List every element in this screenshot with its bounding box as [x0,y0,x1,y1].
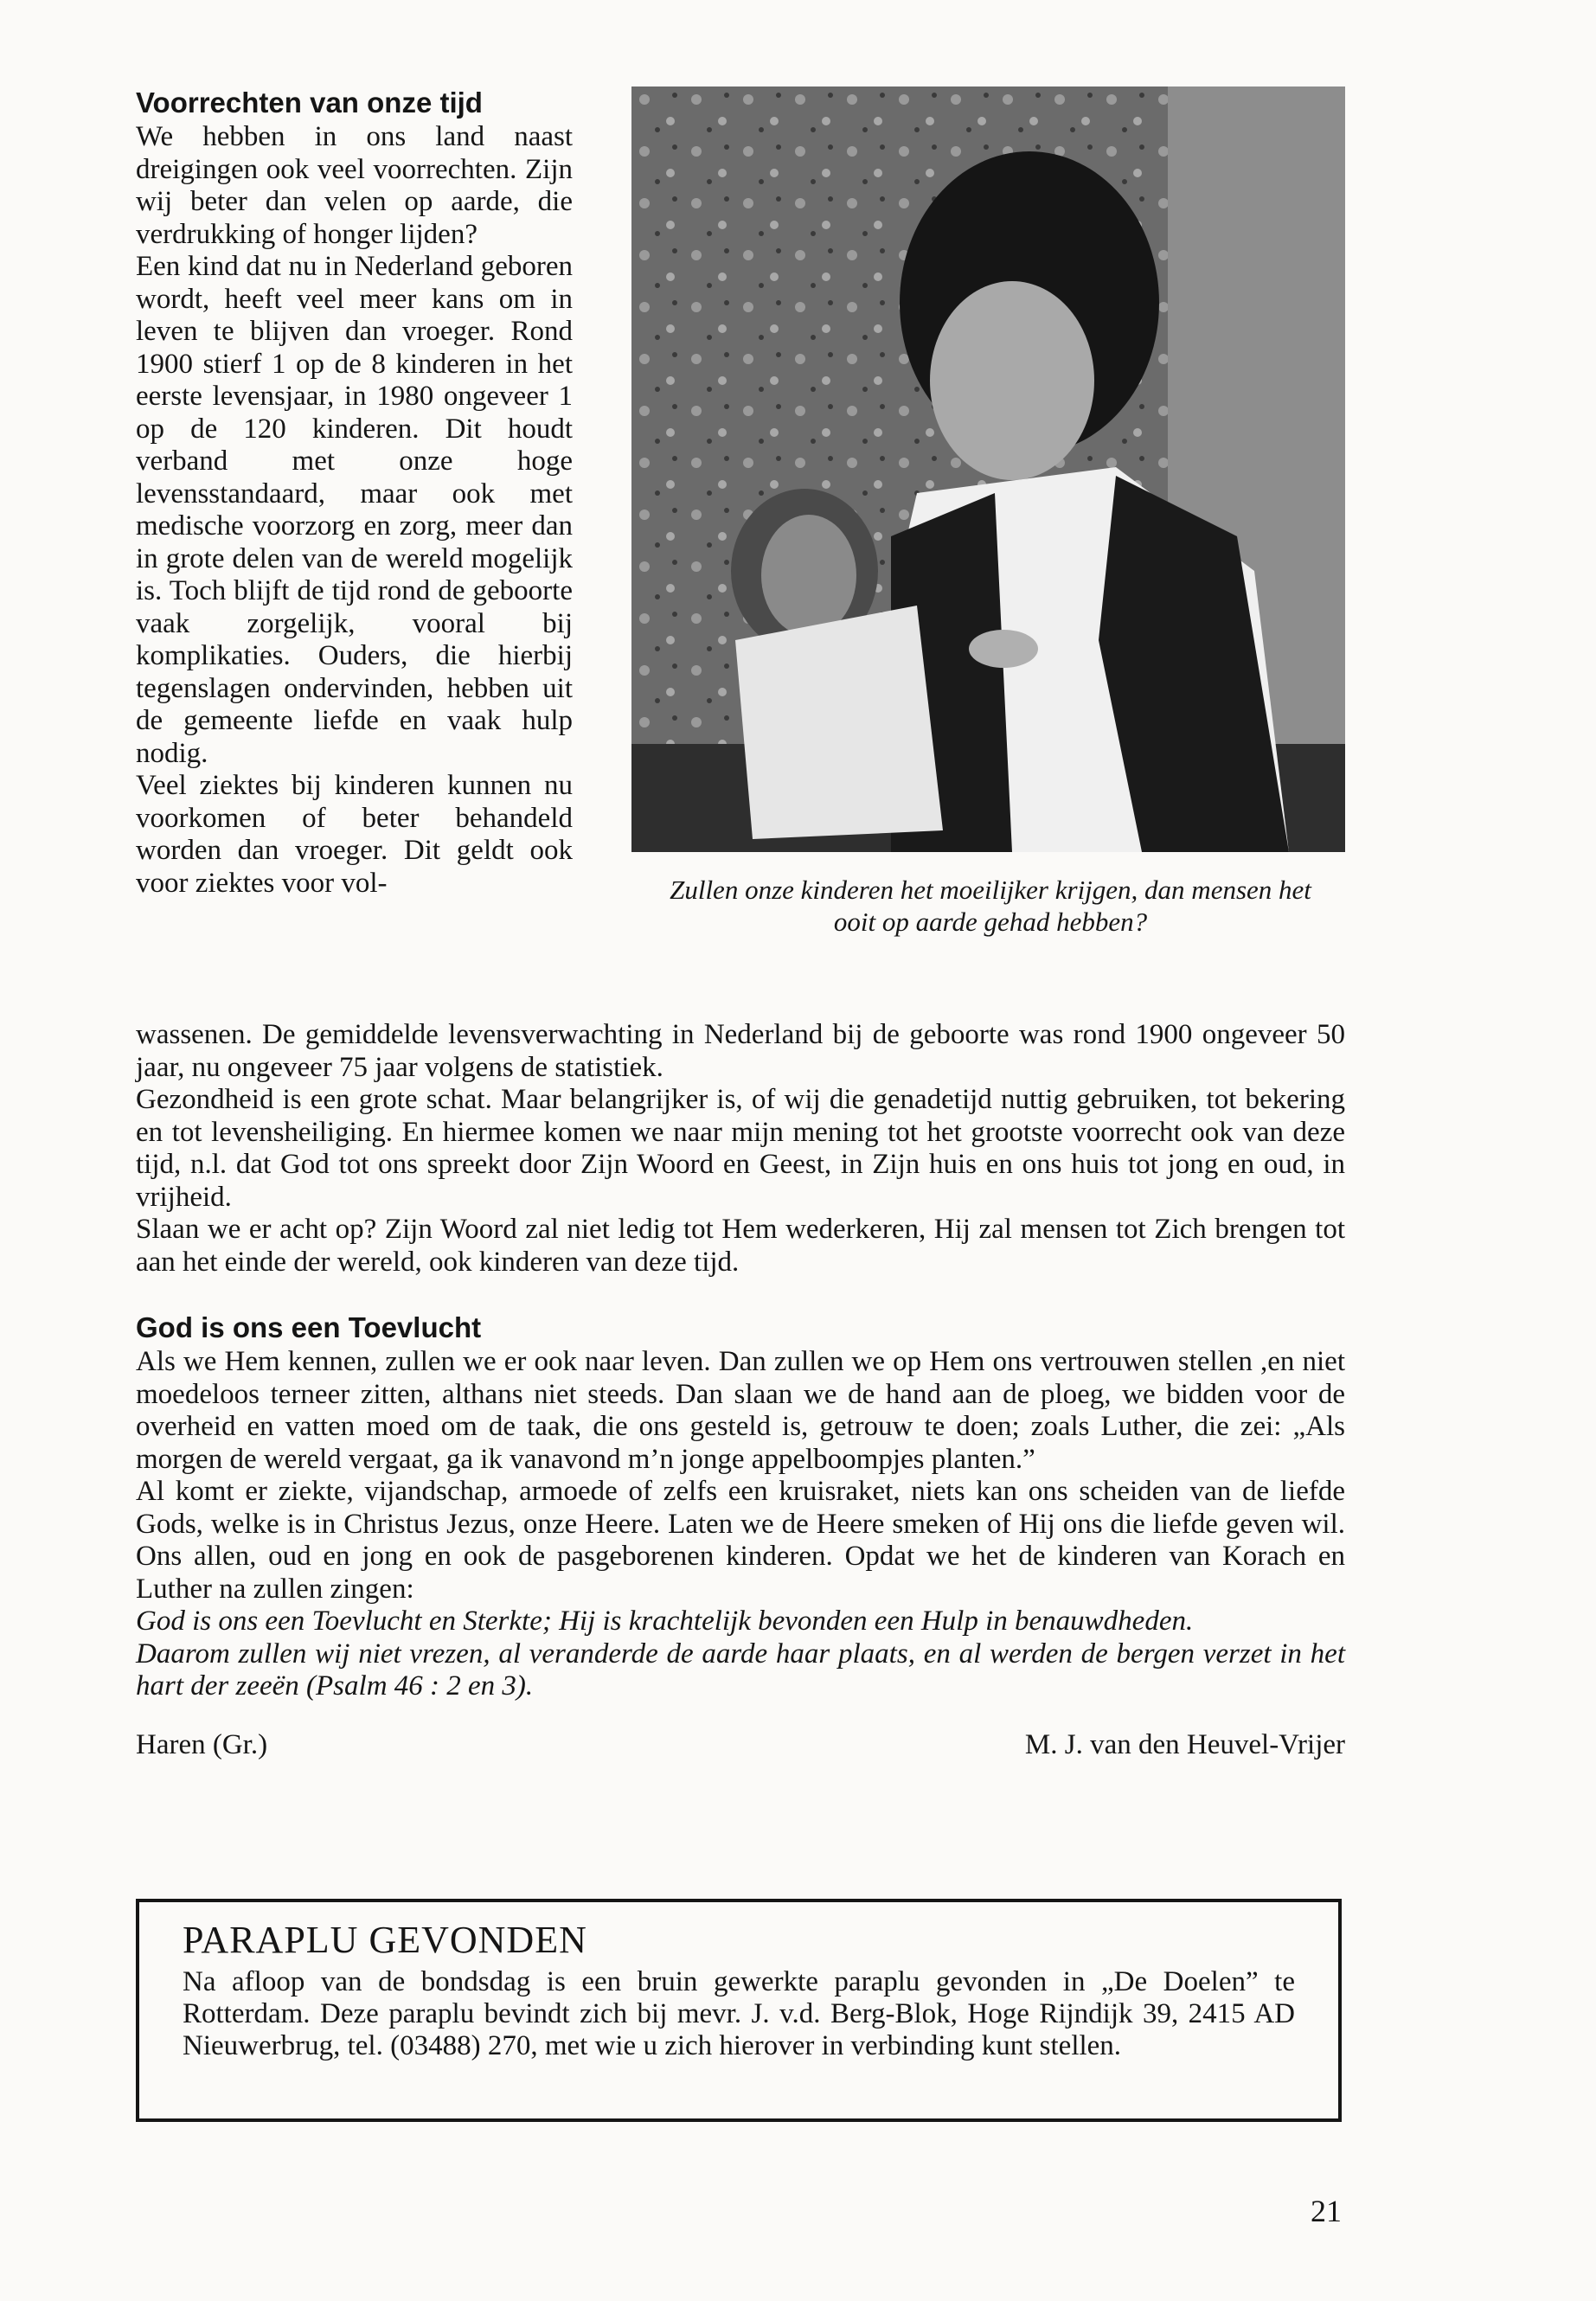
paragraph: Al komt er ziekte, vijandschap, armoede of zelfs een kruisraket, niets kan ons scheiden van de liefde Gods, welke is in Christus Jezus, onze Heere. Laten we de Heere smeken of Hij ons die liefde geven wil. Ons allen, oud en jong en ook de pasgeborenen kinderen. Opdat we het de kinderen van Korach en Luther na zullen zingen: [136,1476,1345,1605]
section-heading-voorrechten: Voorrechten van onze tijd [136,87,483,119]
place: Haren (Gr.) [136,1728,268,1760]
paragraph: Slaan we er acht op? Zijn Woord zal niet ledig tot Hem wederkeren, Hij zal mensen tot Zich brengen tot aan het einde der wereld, ook kinderen van deze tijd. [136,1214,1345,1278]
photo-caption: Zullen onze kinderen het moeilijker krijgen, dan mensen het ooit op aarde gehad hebben? [670,875,1311,937]
psalm-quote: God is ons een Toevlucht en Sterkte; Hij is krachtelijk bevonden een Hulp in benauwdheden. [136,1606,1194,1637]
left-column [136,87,573,900]
notice-title: PARAPLU GEVONDEN [183,1919,587,1961]
psalm-quote: Daarom zullen wij niet vrezen, al veranderde de aarde haar plaats, en al werden de bergen verzet in het hart der zeeën (Psalm 46 : 2 en 3). [136,1638,1345,1702]
photo-mother-with-baby [631,87,1345,852]
notice-body: Na afloop van de bondsdag is een bruin gewerkte paraplu gevonden in „De Doelen” te Rotterdam. Deze paraplu bevindt zich bij mevr. J. v.d. Berg-Blok, Hoge Rijndijk 39, 2415 AD Nieuwerbrug, tel. (03488) 270, met wie u zich hierover in verbinding kunt stellen. [183,1966,1295,2061]
paragraph: wassenen. De gemiddelde levensverwachting in Nederland bij de geboorte was rond 1900 ongeveer 50 jaar, nu ongeveer 75 jaar volgens de statistiek. [136,1019,1345,1083]
paragraph: We hebben in ons land naast dreigingen ook veel voorrechten. Zijn wij beter dan velen op aarde, die verdrukking of honger lijden? [136,121,573,250]
paragraph: Als we Hem kennen, zullen we er ook naar leven. Dan zullen we op Hem ons vertrouwen stellen ,en niet moedeloos terneer zitten, althans niet steeds. Dan slaan we de hand aan de ploeg, we bidden voor de overheid en vatten moed om de taak, die ons gesteld is, getrouw te doen; zoals Luther, die zei: „Als morgen de wereld vergaat, ga ik vanavond m’n jonge appelboompjes planten.” [136,1346,1345,1475]
full-width-text [136,1019,1345,1761]
paragraph: Een kind dat nu in Nederland geboren wordt, heeft veel meer kans om in leven te blijven dan vroeger. Rond 1900 stierf 1 op de 8 kinderen in het eerste levensjaar, in 1980 ongeveer 1 op de 120 kinderen. Dit houdt verband met onze hoge levensstandaard, maar ook met medische voorzorg en zorg, meer dan in grote delen van de wereld mogelijk is. Toch blijft de tijd rond de geboorte vaak zorgelijk, vooral bij komplikaties. Ouders, die hierbij tegenslagen ondervinden, hebben uit de gemeente liefde en vaak hulp nodig. [136,251,573,769]
photo-illustration [631,87,1345,852]
signature-row [136,1729,1345,1762]
section-heading-toevlucht: God is ons een Toevlucht [136,1311,482,1343]
notice-box [136,1899,1342,2122]
page-number: 21 [1311,2194,1342,2228]
author: M. J. van den Heuvel-Vrijer [1024,1728,1345,1760]
paragraph: Gezondheid is een grote schat. Maar belangrijker is, of wij die genadetijd nuttig gebruiken, tot bekering en tot levensheiliging. En hiermee komen we naar mijn mening tot het grootste voorrecht ook van deze tijd, n.l. dat God tot ons spreekt door Zijn Woord en Geest, in Zijn huis en ons huis tot jong en oud, in vrijheid. [136,1084,1345,1213]
paragraph: Veel ziektes bij kinderen kunnen nu voorkomen of beter behandeld worden dan vroeger. Dit geldt ook voor ziektes voor vol- [136,770,573,899]
